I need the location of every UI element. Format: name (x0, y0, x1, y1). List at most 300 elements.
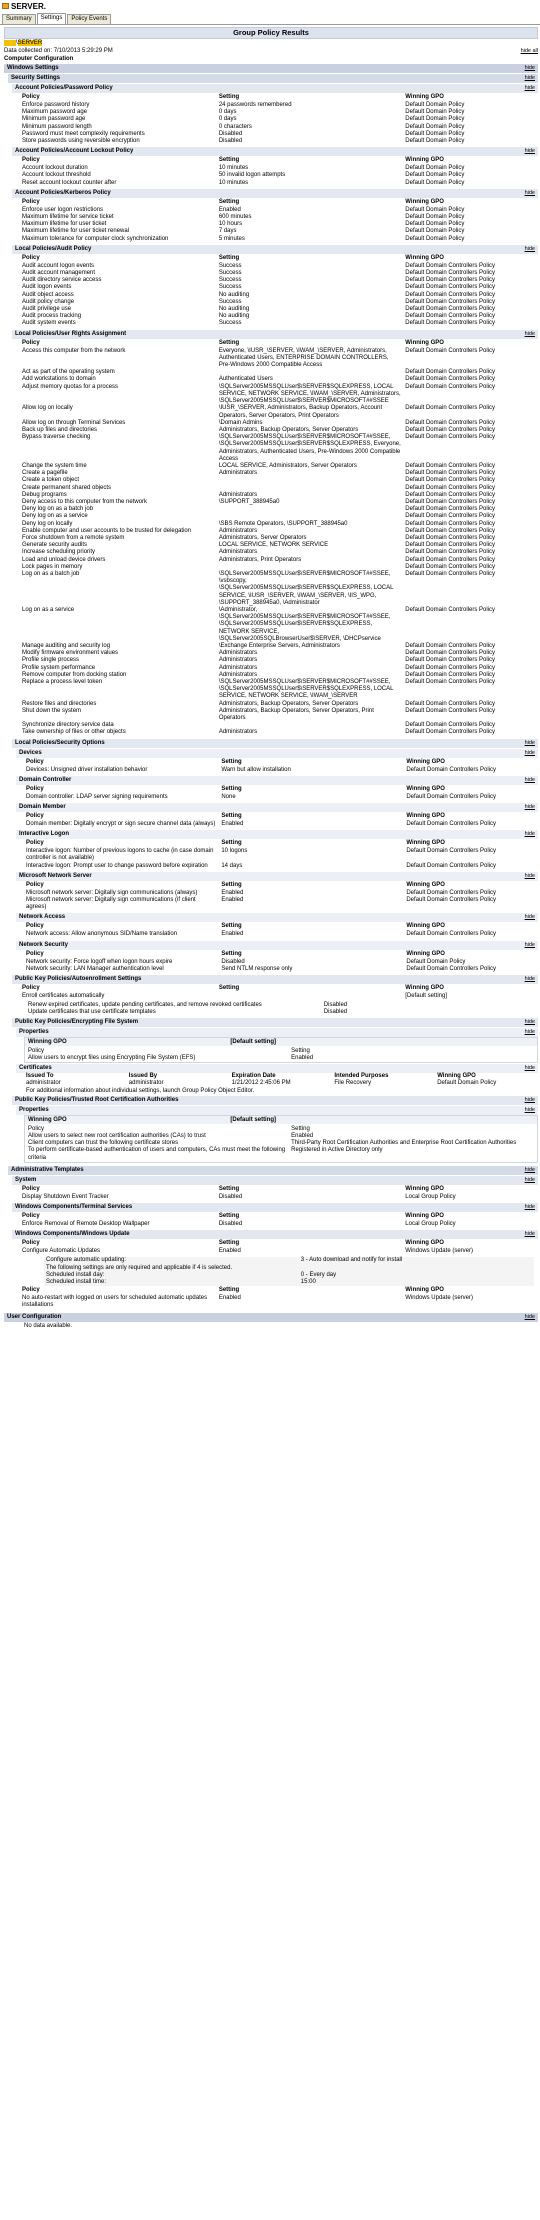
col-setting: Setting (221, 785, 242, 792)
winning-gpo: Default Domain Controllers Policy (405, 491, 495, 498)
table-row (20, 427, 538, 434)
col-policy: Policy (22, 1185, 40, 1192)
policy-setting: Success (218, 284, 242, 291)
policy-table (24, 950, 538, 973)
section-lockout: Account Policies/Account Lockout Policy hide (12, 147, 538, 156)
col-policy: Policy (26, 758, 44, 765)
table-row (20, 463, 538, 470)
policy-name: Add workstations to domain (22, 376, 96, 383)
policy-setting: Success (218, 320, 242, 327)
policy-setting: 10 logons (221, 848, 248, 855)
table-row (24, 959, 538, 966)
table-row (20, 376, 538, 383)
windows-update-table-2: Policy Setting Winning GPO No auto-restart with logged on users for scheduled automatic updates installations Enabled Windows Update (server) (20, 1286, 538, 1309)
table-row (20, 434, 538, 463)
hide-all-link[interactable]: hide all (520, 48, 538, 54)
policy-setting: No auditing (218, 313, 250, 320)
policy-table (24, 839, 538, 870)
hide-link[interactable]: hide (524, 1203, 535, 1210)
policy-name: Maximum lifetime for user ticket (22, 221, 107, 228)
policy-name: Audit system events (22, 320, 76, 327)
winning-gpo: Default Domain Controllers Policy (405, 313, 495, 320)
section-certs: Certificates hide (16, 1064, 538, 1073)
col-setting: Setting (218, 198, 240, 205)
section-props: Properties hide (16, 1028, 538, 1037)
list-item: Allow users to encrypt files using Encrypting File System (EFS) Enabled (28, 1054, 314, 1061)
policy-name: Enforce Removal of Remote Desktop Wallpaper (22, 1220, 150, 1227)
col-setting: Setting (221, 813, 242, 820)
table-row (20, 277, 538, 284)
table-row (20, 207, 538, 214)
winning-gpo: Default Domain Controllers Policy (405, 506, 495, 513)
policy-table (20, 156, 538, 187)
policy-name: Increase scheduling priority (22, 549, 96, 556)
winning-gpo: Default Domain Controllers Policy (405, 369, 495, 376)
autoenroll-subtable (26, 1002, 536, 1016)
policy-setting: Enabled (218, 206, 241, 213)
hide-link[interactable]: hide (524, 1018, 535, 1025)
table-row (20, 643, 538, 650)
col-winning-gpo: Winning GPO (406, 840, 445, 847)
hide-link[interactable]: hide (524, 1313, 535, 1320)
computer-configuration-heading: Computer Configuration (4, 56, 74, 62)
winning-gpo: Default Domain Controllers Policy (405, 563, 495, 570)
section-secopt: Local Policies/Security Options hide (12, 739, 538, 748)
policy-name: Allow log on locally (22, 405, 73, 412)
hide-link[interactable]: hide (524, 914, 535, 921)
policy-setting: 7 days (218, 228, 237, 235)
policy-table (24, 758, 538, 774)
col-setting: Setting (221, 758, 242, 765)
table-row (20, 708, 538, 722)
policy-name: Domain member: Digitally encrypt or sign secure channel data (always) (26, 821, 216, 828)
table-row (20, 320, 538, 327)
policy-name: Interactive logon: Prompt user to change password before expiration (26, 862, 208, 869)
section-devices: Devices hide (16, 749, 538, 758)
policy-name: Enable computer and user accounts to be trusted for delegation (22, 527, 192, 534)
table-row (20, 650, 538, 657)
policy-table (20, 1185, 538, 1201)
winning-gpo: Default Domain Policy (405, 172, 465, 179)
winning-gpo: Default Domain Controllers Policy (406, 862, 497, 869)
hide-link[interactable]: hide (524, 739, 535, 746)
policy-name: Interactive logon: Number of previous logons to cache (in case domain controller is not available) (26, 848, 214, 862)
policy-setting (217, 485, 403, 492)
list-item: Allow users to select new root certification authorities (CAs) to trust Enabled (28, 1132, 314, 1139)
winning-gpo: Default Domain Controllers Policy (405, 298, 495, 305)
window-titlebar (0, 0, 540, 13)
winning-gpo: Default Domain Controllers Policy (406, 848, 497, 855)
policy-name: Network access: Allow anonymous SID/Name translation (26, 931, 178, 938)
policy-name: Remove computer from docking station (22, 671, 127, 678)
policy-setting: Administrators, Server Operators (218, 534, 307, 541)
policy-name: Domain controller: LDAP server signing requirements (26, 793, 168, 800)
policy-setting (217, 513, 403, 520)
winning-gpo: Default Domain Controllers Policy (405, 277, 495, 284)
col-policy: Policy (22, 198, 40, 205)
section-wct: Windows Components/Terminal Services hide (12, 1203, 538, 1212)
table-row (20, 492, 538, 499)
policy-setting: Success (218, 262, 242, 269)
col-setting: Setting (218, 1185, 240, 1192)
winning-gpo: Default Domain Controllers Policy (405, 306, 495, 313)
policy-setting: Administrators (218, 671, 258, 678)
winning-gpo: Default Domain Controllers Policy (405, 347, 495, 354)
table-row (20, 228, 538, 235)
table-row (20, 557, 538, 564)
policy-setting: \SQLServer2005MSSQLUser$\SERVER$MICROSOFT##SSEE, \SQLServer2005MSSQLUser$\SERVER$SQLEXPRESS, Everyone, Administrators, Authenticated Users, Pre-Windows 2000 Compatible Access (218, 434, 401, 462)
policy-name: Load and unload device drivers (22, 556, 106, 563)
tab-policy-events[interactable]: Policy Events (67, 14, 111, 24)
hide-link[interactable]: hide (524, 1065, 535, 1072)
hide-link[interactable]: hide (524, 75, 535, 81)
hide-link[interactable]: hide (524, 1106, 535, 1113)
policy-setting: Authenticated Users (218, 376, 273, 383)
list-item: Policy Setting (28, 1125, 310, 1132)
winning-gpo: Default Domain Controllers Policy (405, 498, 495, 505)
policy-setting: 10 minutes (218, 179, 249, 186)
policy-table (20, 254, 538, 328)
winning-gpo: Default Domain Policy (405, 109, 465, 116)
policy-name: Generate security audits (22, 542, 88, 549)
policy-name: Store passwords using reversible encryption (22, 138, 140, 145)
policy-setting: Disabled (218, 130, 243, 137)
table-row (20, 299, 538, 306)
hide-link[interactable]: hide (524, 245, 535, 252)
col-setting: Setting (221, 923, 242, 930)
hide-link[interactable]: hide (524, 1176, 535, 1183)
hide-link[interactable]: hide (524, 976, 535, 983)
policy-setting: 5 minutes (218, 235, 245, 242)
policy-name: Back up files and directories (22, 426, 98, 433)
winning-gpo: Default Domain Controllers Policy (405, 700, 495, 707)
hide-link[interactable]: hide (524, 776, 535, 783)
policy-name: Create permanent shared objects (22, 484, 112, 491)
winning-gpo: Default Domain Controllers Policy (406, 931, 497, 938)
policy-name: Manage auditing and security log (22, 643, 111, 649)
policy-setting: Success (218, 298, 242, 305)
table-row (20, 722, 538, 729)
policy-name: Modify firmware environment values (22, 650, 119, 657)
policy-name: Minimum password age (22, 116, 86, 123)
table-row (20, 405, 538, 419)
policy-setting: Administrators, Print Operators (218, 556, 302, 563)
winning-gpo: Default Domain Controllers Policy (405, 434, 495, 441)
winning-gpo: Default Domain Policy (405, 179, 465, 186)
report-title: Group Policy Results (4, 27, 538, 39)
table-row: Configure Automatic Updates Enabled Windows Update (server) (22, 1248, 473, 1255)
table-row (20, 348, 538, 370)
hide-link[interactable]: hide (524, 872, 535, 879)
winning-gpo: Default Domain Controllers Policy (405, 405, 495, 412)
policy-name: Debug programs (22, 491, 67, 498)
policy-name: Network security: Force logoff when logon hours expire (26, 958, 173, 965)
hide-link[interactable]: hide (524, 804, 535, 811)
policy-setting: Enabled (221, 889, 244, 896)
section-dm: Domain Member hide (16, 803, 538, 812)
table-row (20, 138, 538, 145)
hide-link[interactable]: hide (524, 85, 535, 91)
policy-setting: Administrators, Backup Operators, Server Operators, Print Operators (218, 707, 374, 722)
policy-setting: 10 hours (218, 221, 243, 228)
policy-table (24, 922, 538, 938)
policy-setting: Administrators (218, 650, 258, 657)
policy-name: Audit account management (22, 270, 96, 277)
policy-table (20, 1212, 538, 1228)
table-row (20, 506, 538, 513)
winning-gpo: Local Group Policy (405, 1220, 456, 1227)
col-setting: Setting (218, 94, 240, 100)
policy-setting: Disabled (218, 138, 243, 145)
table-row (20, 420, 538, 427)
section-efs: Public Key Policies/Encrypting File System hide (12, 1018, 538, 1027)
policy-name: Minimum password length (22, 123, 92, 130)
table-row (20, 607, 538, 643)
list-item: Policy Setting (28, 1047, 310, 1054)
table-row (20, 116, 538, 123)
hide-link[interactable]: hide (524, 148, 535, 155)
certificates-note: For additional information about individual settings, launch Group Policy Object Editor. (26, 1087, 255, 1094)
hide-link[interactable]: hide (524, 831, 535, 838)
policy-name: Audit privilege use (22, 306, 72, 313)
winning-gpo: Default Domain Controllers Policy (406, 793, 497, 800)
policy-setting: No auditing (218, 306, 250, 313)
winning-gpo: Default Domain Controllers Policy (405, 534, 495, 541)
winning-gpo: Default Domain Controllers Policy (405, 262, 495, 269)
hide-link[interactable]: hide (524, 330, 535, 337)
winning-gpo: Default Domain Controllers Policy (405, 606, 495, 613)
col-policy: Policy (22, 1212, 40, 1219)
table-row (24, 821, 538, 828)
col-winning-gpo: Winning GPO (406, 881, 445, 888)
policy-setting: Success (218, 277, 242, 284)
winning-gpo: Default Domain Controllers Policy (405, 549, 495, 556)
col-winning-gpo: Winning GPO (405, 1212, 444, 1219)
table-row (20, 369, 538, 376)
winning-gpo: Default Domain Controllers Policy (405, 556, 495, 563)
table-row (24, 848, 538, 862)
certificates-table: Issued To Issued By Expiration Date Intended Purposes Winning GPO administrator administrator 1/21/2012 2:45:06 PM File Recovery Default Domain Policy (24, 1073, 538, 1087)
table-row (20, 571, 538, 607)
window-title: SERVER. (11, 2, 46, 11)
policy-setting: \SUPPORT_388945a0 (218, 498, 280, 505)
table-row (20, 131, 538, 138)
policy-name: Audit process tracking (22, 313, 82, 320)
hide-link[interactable]: hide (524, 1166, 535, 1173)
tab-settings[interactable]: Settings (37, 13, 67, 24)
automatic-updates-config (44, 1257, 534, 1286)
table-row (24, 767, 538, 774)
hide-link[interactable]: hide (524, 1028, 535, 1035)
policy-table (20, 339, 538, 737)
winning-gpo: Default Domain Controllers Policy (406, 897, 497, 904)
policy-setting: 0 days (218, 116, 237, 123)
winning-gpo: Default Domain Controllers Policy (406, 821, 497, 828)
col-policy: Policy (26, 881, 44, 888)
table-row (24, 794, 538, 801)
col-winning-gpo: Winning GPO (406, 758, 445, 765)
winning-gpo: Default Domain Policy (405, 206, 465, 213)
table-row (20, 499, 538, 506)
table-row (20, 665, 538, 672)
hide-link[interactable]: hide (524, 941, 535, 948)
policy-setting: Administrators (218, 729, 258, 736)
policy-name: Restore files and directories (22, 700, 97, 707)
hide-link[interactable]: hide (524, 65, 535, 71)
winning-gpo: Default Domain Policy (405, 116, 465, 123)
policy-setting: No auditing (218, 291, 250, 298)
winning-gpo: Default Domain Controllers Policy (405, 520, 495, 527)
table-row (20, 292, 538, 299)
winning-gpo: Default Domain Controllers Policy (406, 965, 497, 972)
winning-gpo: Default Domain Policy (405, 123, 465, 130)
section-system: System hide (12, 1176, 538, 1185)
tab-strip (0, 13, 540, 25)
col-setting: Setting (221, 950, 242, 957)
policy-name: Adjust memory quotas for a process (22, 383, 119, 390)
section-ura: Local Policies/User Rights Assignment hide (12, 330, 538, 339)
winning-gpo: Default Domain Controllers Policy (405, 729, 495, 736)
policy-setting: Administrators, Backup Operators, Server Operators (218, 700, 359, 707)
col-setting: Setting (218, 339, 240, 346)
winning-gpo: Default Domain Policy (405, 138, 465, 145)
policy-name: Synchronize directory service data (22, 722, 114, 729)
winning-gpo: Default Domain Policy (405, 130, 465, 137)
policy-name: Replace a process level token (22, 679, 103, 686)
col-winning-gpo: Winning GPO (405, 157, 444, 164)
table-row (20, 313, 538, 320)
table-row: No auto-restart with logged on users for scheduled automatic updates installations Enabled Windows Update (server) (22, 1295, 473, 1309)
policy-setting: Disabled (218, 1193, 243, 1200)
section-na: Network Access hide (16, 913, 538, 922)
col-setting: Setting (218, 157, 240, 164)
section-kerb: Account Policies/Kerberos Policy hide (12, 189, 538, 198)
table-row (20, 535, 538, 542)
server-name: \SERVER (4, 40, 42, 47)
table-row: Scheduled install day: 0 - Every day (46, 1271, 337, 1278)
col-winning-gpo: Winning GPO (406, 923, 445, 930)
table-row (20, 549, 538, 556)
winning-gpo: Default Domain Controllers Policy (405, 462, 495, 469)
table-row (20, 172, 538, 179)
policy-name: Deny access to this computer from the network (22, 498, 148, 505)
col-policy: Policy (22, 254, 40, 261)
table-row (20, 485, 538, 492)
winning-gpo: Default Domain Policy (405, 102, 465, 108)
winning-gpo: Local Group Policy (405, 1193, 456, 1200)
table-row (20, 384, 538, 406)
col-winning-gpo: Winning GPO (405, 1185, 444, 1192)
policy-setting: Enabled (221, 897, 244, 904)
winning-gpo: Default Domain Controllers Policy (405, 650, 495, 657)
table-row (20, 263, 538, 270)
table-row: Scheduled install time: 15:00 (46, 1278, 316, 1285)
policy-setting: 600 minutes (218, 214, 252, 221)
table-row: Update certificates that use certificate templates Disabled (28, 1009, 348, 1016)
section-user-configuration: User Configuration hide (4, 1313, 538, 1322)
policy-setting: \SQLServer2005MSSQLUser$\SERVER$MICROSOFT##SSEE, \SQLServer2005MSSQLUser$\SERVER$SQLEXPRESS, LOCAL SERVICE, NETWORK SERVICE, \IWAM_\SERVER (218, 679, 394, 700)
winning-gpo: Default Domain Controllers Policy (406, 889, 497, 896)
policy-setting: Disabled (218, 1220, 243, 1227)
table-row: Configure automatic updating: 3 - Auto download and notify for install (46, 1257, 403, 1264)
policy-name: Account lockout threshold (22, 172, 91, 179)
properties-box: Winning GPO [Default setting] Policy Setting Allow users to encrypt files using Encrypting File System (EFS) Enabled (24, 1037, 538, 1063)
winning-gpo: Default Domain Controllers Policy (405, 477, 495, 484)
winning-gpo: Default Domain Policy (405, 235, 465, 242)
section-pkauto: Public Key Policies/Autoenrollment Settings hide (12, 975, 538, 984)
col-policy: Policy (26, 923, 44, 930)
winning-gpo: Default Domain Controllers Policy (405, 270, 495, 277)
tab-summary[interactable]: Summary (2, 14, 36, 24)
policy-name: Deny log on locally (22, 520, 73, 527)
policy-setting: Warn but allow installation (221, 766, 291, 773)
policy-name: Maximum lifetime for service ticket (22, 214, 114, 221)
policy-name: Audit account logon events (22, 262, 95, 269)
winning-gpo: Default Domain Controllers Policy (405, 320, 495, 327)
policy-setting: \SQLServer2005MSSQLUser$\SERVER$MICROSOFT##SSEE, \vsbscopy, \SQLServer2005MSSQLUser$\SERVER$SQLEXPRESS, LOCAL SERVICE, \IUSR_\SERVER, \IWAM_\SERVER, \IIS_WPG, \SUPPORT_388945a0, \Administrator (218, 570, 394, 606)
collected-date: Data collected on: 7/10/2013 5:29:29 PM (4, 48, 113, 54)
table-row (20, 1194, 538, 1201)
winning-gpo: Default Domain Controllers Policy (405, 643, 495, 649)
winning-gpo: Default Domain Controllers Policy (405, 376, 495, 383)
policy-setting: \Exchange Enterprise Servers, Administrators (218, 643, 340, 649)
winning-gpo: Default Domain Controllers Policy (405, 664, 495, 671)
col-policy: Policy (26, 813, 44, 820)
policy-name: Shut down the system (22, 707, 82, 714)
policy-setting: 24 passwords remembered (218, 102, 292, 108)
policy-name: Deny log on as a batch job (22, 506, 94, 513)
hide-link[interactable]: hide (524, 189, 535, 196)
policy-name: Lock pages in memory (22, 563, 83, 570)
policy-setting: Send NTLM response only (221, 965, 293, 972)
section-audit: Local Policies/Audit Policy hide (12, 245, 538, 254)
policy-name: Force shutdown from a remote system (22, 534, 125, 541)
hide-link[interactable]: hide (524, 1231, 535, 1238)
redacted-domain (4, 40, 16, 46)
winning-gpo: Default Domain Controllers Policy (405, 383, 495, 390)
table-row (20, 221, 538, 228)
col-policy: Policy (26, 840, 44, 847)
hide-link[interactable]: hide (524, 749, 535, 756)
table-row (20, 124, 538, 131)
col-setting: Setting (221, 881, 242, 888)
table-row (20, 306, 538, 313)
table-row (20, 270, 538, 277)
policy-table (24, 881, 538, 912)
policy-setting: Success (218, 270, 242, 277)
table-row (20, 284, 538, 291)
winning-gpo: Default Domain Controllers Policy (405, 570, 495, 577)
section-windows: Windows Settings hide (4, 64, 538, 73)
winning-gpo: Default Domain Controllers Policy (405, 679, 495, 686)
table-row (20, 1221, 538, 1228)
policy-name: Create a pagefile (22, 470, 68, 477)
policy-name: Bypass traverse checking (22, 434, 91, 441)
table-row (20, 165, 538, 172)
policy-name: Audit logon events (22, 284, 72, 291)
col-policy: Policy (22, 157, 40, 164)
policy-setting: None (221, 793, 236, 800)
hide-link[interactable]: hide (524, 1096, 535, 1103)
section-wu: Windows Components/Windows Update hide (12, 1230, 538, 1239)
col-winning-gpo: Winning GPO (406, 785, 445, 792)
winning-gpo: Default Domain Controllers Policy (405, 513, 495, 520)
policy-setting (217, 369, 403, 376)
col-setting: Setting (218, 1212, 240, 1219)
table-row (20, 521, 538, 528)
col-setting: Setting (221, 840, 242, 847)
winning-gpo: Default Domain Policy (405, 221, 465, 228)
